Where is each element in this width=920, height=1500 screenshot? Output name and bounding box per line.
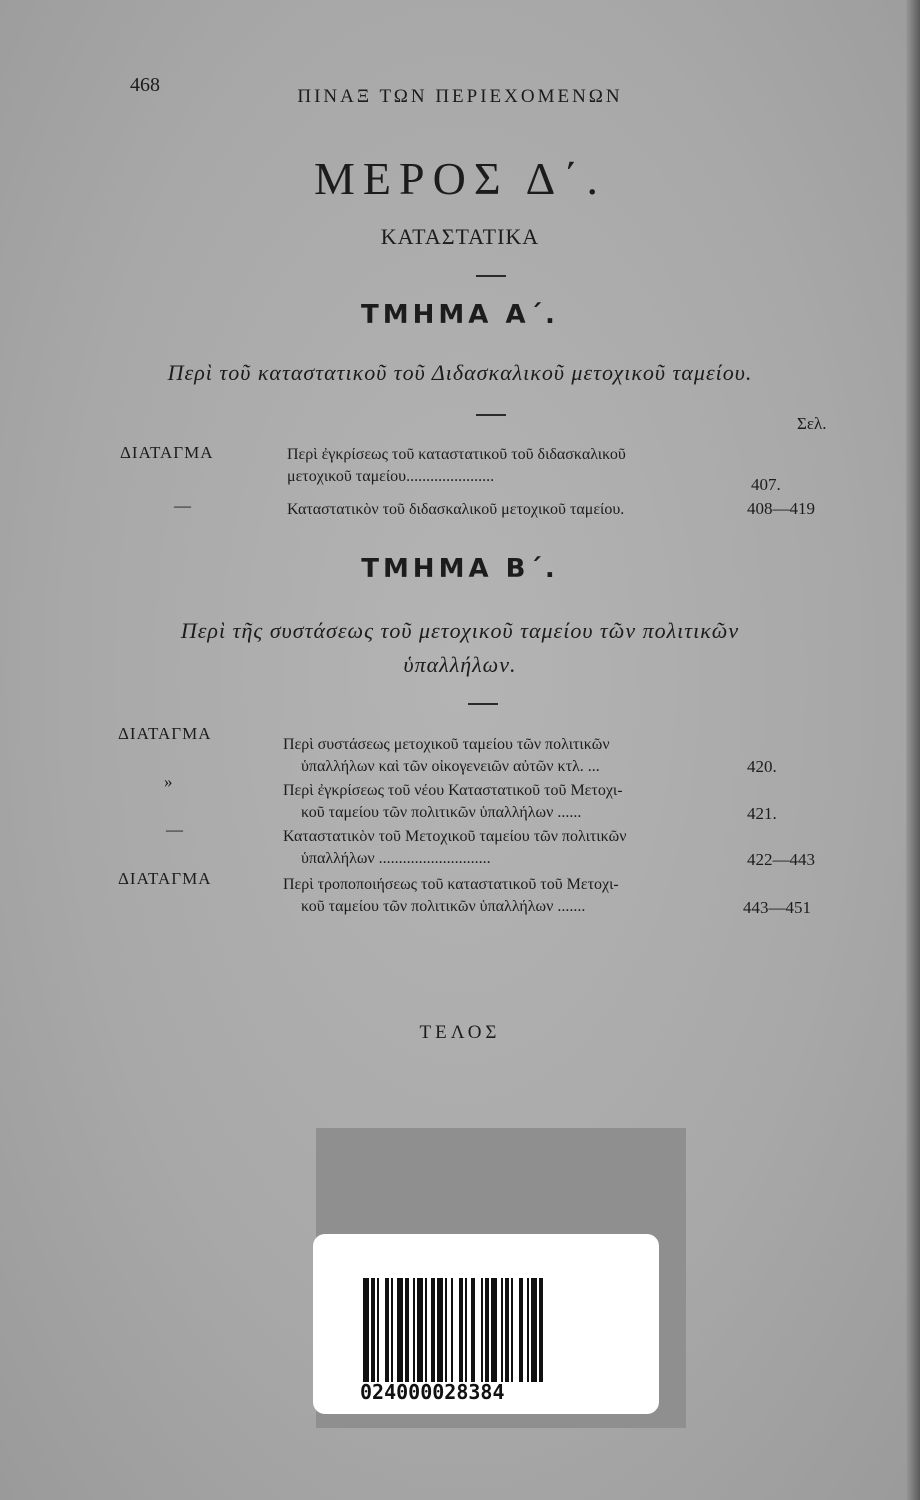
barcode-bar	[431, 1278, 435, 1382]
entry-type: »	[164, 772, 174, 791]
entry-type: ΔΙΑΤΑΓΜΑ	[120, 443, 214, 462]
barcode-bar	[363, 1278, 369, 1382]
entry-pages: 407.	[751, 475, 781, 494]
entry-pages: 421.	[747, 804, 777, 823]
entry-line: Καταστατικὸν τοῦ Μετοχικοῦ ταμείου τῶν πολιτικῶν	[283, 828, 627, 845]
part-title: ΜΕΡΟΣ Δ΄.	[314, 153, 606, 204]
barcode-bar	[527, 1278, 529, 1382]
barcode-bar	[405, 1278, 409, 1382]
entry-pages: 422—443	[747, 850, 815, 869]
entry-type: —	[174, 496, 192, 515]
part-subtitle: ΚΑΤΑΣΤΑΤΙΚΑ	[380, 224, 540, 249]
entry-line: ὑπαλλήλων ............................	[301, 850, 491, 867]
barcode-bar	[501, 1278, 503, 1382]
section-a-description	[0, 356, 920, 390]
entry-line: Καταστατικὸν τοῦ διδασκαλικοῦ μετοχικοῦ ταμείου.	[287, 501, 625, 518]
barcode-bar	[445, 1278, 447, 1382]
barcode-bar	[481, 1278, 483, 1382]
entry-pages: 443—451	[743, 898, 811, 917]
barcode-bar	[539, 1278, 543, 1382]
section-a-heading: ΤΜΗΜΑ Α΄.	[361, 300, 559, 330]
entry-description	[287, 444, 626, 488]
entry-type: ΔΙΑΤΑΓΜΑ	[118, 869, 212, 888]
entry-line: Περὶ συστάσεως μετοχικοῦ ταμείου τῶν πολιτικῶν	[283, 736, 610, 753]
barcode-bar	[459, 1278, 463, 1382]
barcode-bar	[385, 1278, 389, 1382]
barcode-icon	[363, 1278, 609, 1382]
entry-type: —	[166, 820, 184, 839]
entry-description	[283, 734, 610, 778]
section-b-description-line: ὑπαλλήλων.	[403, 652, 517, 677]
barcode-bar	[511, 1278, 513, 1382]
page-number: 468	[130, 74, 160, 96]
barcode-bar	[505, 1278, 509, 1382]
entry-line: Περὶ τροποποιήσεως τοῦ καταστατικοῦ τοῦ Μετοχι-	[283, 876, 619, 893]
barcode-bar	[425, 1278, 427, 1382]
barcode-bar	[413, 1278, 415, 1382]
pages-column-label: Σελ.	[797, 414, 827, 433]
section-b-description	[0, 614, 920, 682]
entry-line: ὑπαλλήλων καὶ τῶν οἰκογενειῶν αὐτῶν κτλ. ...	[301, 758, 600, 775]
divider-rule	[476, 414, 506, 416]
barcode-bar	[531, 1278, 537, 1382]
running-head: ΠΙΝΑΞ ΤΩΝ ΠΕΡΙΕΧΟΜΕΝΩΝ	[297, 86, 623, 107]
entry-line: μετοχικοῦ ταμείου......................	[287, 468, 495, 485]
section-a-description-line: Περὶ τοῦ καταστατικοῦ τοῦ Διδασκαλικοῦ μετοχικοῦ ταμείου.	[167, 360, 753, 385]
barcode-bar	[437, 1278, 443, 1382]
entry-line: Περὶ ἐγκρίσεως τοῦ νέου Καταστατικοῦ τοῦ Μετοχι-	[283, 782, 623, 799]
entry-type: ΔΙΑΤΑΓΜΑ	[118, 724, 212, 743]
barcode-bar	[465, 1278, 467, 1382]
entry-pages: 420.	[747, 757, 777, 776]
entry-line: Περὶ ἐγκρίσεως τοῦ καταστατικοῦ τοῦ διδασκαλικοῦ	[287, 446, 626, 463]
barcode-bar	[417, 1278, 423, 1382]
entry-line: κοῦ ταμείου τῶν πολιτικῶν ὑπαλλήλων ......	[301, 804, 582, 821]
barcode-bar	[491, 1278, 497, 1382]
barcode-bar	[397, 1278, 403, 1382]
barcode-bar	[451, 1278, 453, 1382]
barcode-bar	[391, 1278, 393, 1382]
barcode-bar	[471, 1278, 475, 1382]
divider-rule	[468, 703, 498, 705]
barcode-bar	[377, 1278, 379, 1382]
section-b-description-line: Περὶ τῆς συστάσεως τοῦ μετοχικοῦ ταμείου τῶν πολιτικῶν	[180, 618, 740, 643]
entry-line: κοῦ ταμείου τῶν πολιτικῶν ὑπαλλήλων .......	[301, 898, 586, 915]
entry-pages: 408—419	[747, 499, 815, 518]
entry-description	[283, 780, 623, 824]
barcode-bar	[485, 1278, 489, 1382]
entry-description	[283, 826, 626, 870]
entry-description	[287, 499, 624, 521]
divider-rule	[476, 275, 506, 277]
barcode-number: 024000028384	[360, 1380, 505, 1404]
entry-description	[283, 874, 619, 918]
barcode-bar	[371, 1278, 375, 1382]
end-mark: ΤΕΛΟΣ	[419, 1022, 501, 1043]
barcode-bar	[519, 1278, 523, 1382]
section-b-heading: ΤΜΗΜΑ Β΄.	[361, 554, 559, 584]
